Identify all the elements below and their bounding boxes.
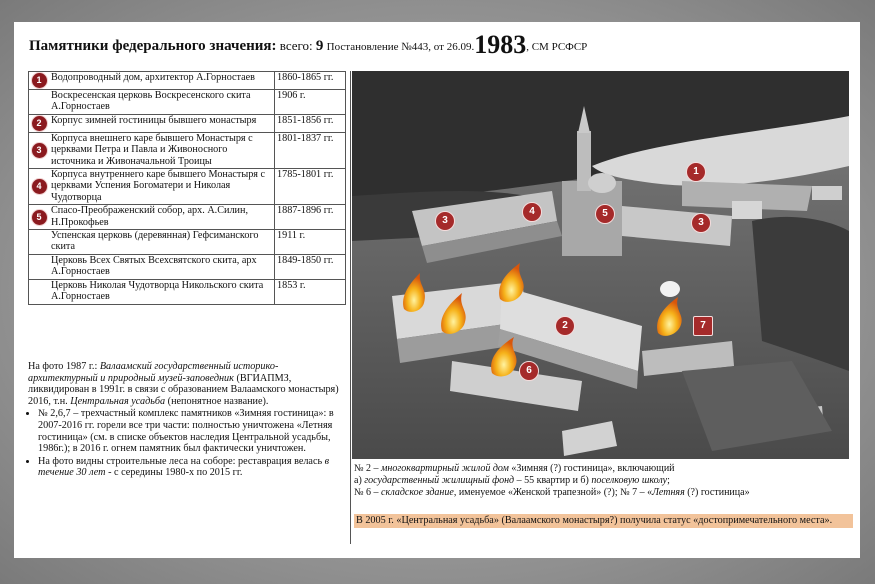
photo-marker-7: 7	[693, 316, 713, 336]
table-row	[29, 279, 346, 304]
status-note: В 2005 г. «Центральная усадьба» (Валаамского монастыря?) получила статус «достопримечательного места».	[354, 514, 853, 528]
monument-name: Корпуса внутреннего каре бывшего Монастыря с церквами Успения Богоматери и Николая Чудотворца	[49, 169, 275, 205]
number-badge: 1	[31, 72, 48, 89]
table-row	[29, 90, 346, 115]
page-title	[29, 30, 849, 60]
aerial-photo-drawing	[352, 71, 849, 459]
notes-bullet-fire: • № 2,6,7 – трехчастный комплекс памятников «Зимняя гостиница»: в 2007-2016 гг. горели все три части: полностью уничтожена «Летняя гостиница» (см. в списке объектов наследия Центральной усадьбы, 1986г.); в 2016 г. огнем памятник был фактически уничтожен.	[38, 408, 348, 454]
smoke-icon	[660, 281, 680, 297]
number-badge: 2	[31, 115, 48, 132]
number-badge: 3	[31, 142, 48, 159]
table-row	[29, 169, 346, 205]
monument-name: Успенская церковь (деревянная) Гефсиманского скита	[49, 230, 275, 255]
notes-intro: На фото 1987 г.: Валаамский государственный историко-архитектурный и природный музей-заповедник (ВГИАПМЗ, ликвидирован в 1991г. в связи с образованием Валаамского монастыря) 2016, т.н. Центральная усадьба (непонятное название).	[28, 361, 339, 407]
title-count: 9	[315, 38, 324, 54]
monuments-table-wrap	[28, 71, 346, 305]
table-row	[29, 114, 346, 132]
monument-years: 1851-1856 гг.	[275, 114, 346, 132]
table-row	[29, 254, 346, 279]
title-count-label: всего:	[279, 38, 313, 53]
title-main: Памятники федерального значения:	[29, 38, 277, 54]
notes-list	[28, 408, 348, 479]
row-number-cell	[29, 72, 50, 90]
monument-years: 1785-1801 гг.	[275, 169, 346, 205]
table-row	[29, 132, 346, 168]
notes-bullet-scaffold: • На фото видны строительные леса на соборе: реставрация велась в течение 30 лет - с середины 1980-х по 2015 гг.	[38, 456, 348, 479]
column-divider	[350, 71, 351, 544]
slide	[14, 22, 860, 558]
table-row	[29, 205, 346, 230]
table-row	[29, 72, 346, 90]
caption-line-2: а) государственный жилищный фонд – 55 квартир и б) поселковую школу;	[354, 475, 670, 486]
monument-name: Спасо-Преображенский собор, арх. А.Силин, Н.Прокофьев	[49, 205, 275, 230]
monument-name: Корпус зимней гостиницы бывшего монастыря	[49, 114, 275, 132]
monument-years: 1911 г.	[275, 230, 346, 255]
photo-marker-4: 4	[522, 202, 542, 222]
row-number-cell	[29, 90, 50, 115]
table-row	[29, 230, 346, 255]
row-number-cell	[29, 205, 50, 230]
title-org: , СМ РСФСР	[526, 41, 588, 53]
photo-marker-2: 2	[555, 316, 575, 336]
monument-name: Корпуса внешнего каре бывшего Монастыря с церквами Петра и Павла и Живоносного источника и Живоначальной Троицы	[49, 132, 275, 168]
monument-years: 1801-1837 гг.	[275, 132, 346, 168]
monuments-table	[28, 71, 346, 305]
monument-name: Церковь Всех Святых Всехсвятского скита, арх А.Горностаев	[49, 254, 275, 279]
row-number-cell	[29, 279, 50, 304]
monument-years: 1906 г.	[275, 90, 346, 115]
row-number-cell	[29, 169, 50, 205]
monument-name: Церковь Николая Чудотворца Никольского скита А.Горностаев	[49, 279, 275, 304]
title-year: 1983	[474, 30, 527, 59]
photo-marker-3: 3	[691, 213, 711, 233]
monument-years: 1860-1865 гг.	[275, 72, 346, 90]
caption-line-3: № 6 – складское здание, именуемое «Женской трапезной» (?); № 7 – «Летняя (?) гостиница»	[354, 487, 750, 498]
monument-name: Воскресенская церковь Воскресенского скита А.Горностаев	[49, 90, 275, 115]
aerial-photo	[352, 71, 849, 459]
monument-name: Водопроводный дом, архитектор А.Горностаев	[49, 72, 275, 90]
row-number-cell	[29, 114, 50, 132]
notes	[28, 361, 348, 480]
photo-marker-3: 3	[435, 211, 455, 231]
photo-marker-5: 5	[595, 204, 615, 224]
photo-marker-1: 1	[686, 162, 706, 182]
monument-years: 1853 г.	[275, 279, 346, 304]
row-number-cell	[29, 254, 50, 279]
number-badge: 5	[31, 209, 48, 226]
photo-marker-6: 6	[519, 361, 539, 381]
title-decree: Постановление №443, от 26.09.	[326, 41, 475, 53]
row-number-cell	[29, 132, 50, 168]
caption-line-1: № 2 – многоквартирный жилой дом «Зимняя (?) гостиница», включающий	[354, 463, 675, 474]
number-badge: 4	[31, 178, 48, 195]
row-number-cell	[29, 230, 50, 255]
photo-caption	[354, 463, 849, 499]
monument-years: 1849-1850 гг.	[275, 254, 346, 279]
monument-years: 1887-1896 гг.	[275, 205, 346, 230]
